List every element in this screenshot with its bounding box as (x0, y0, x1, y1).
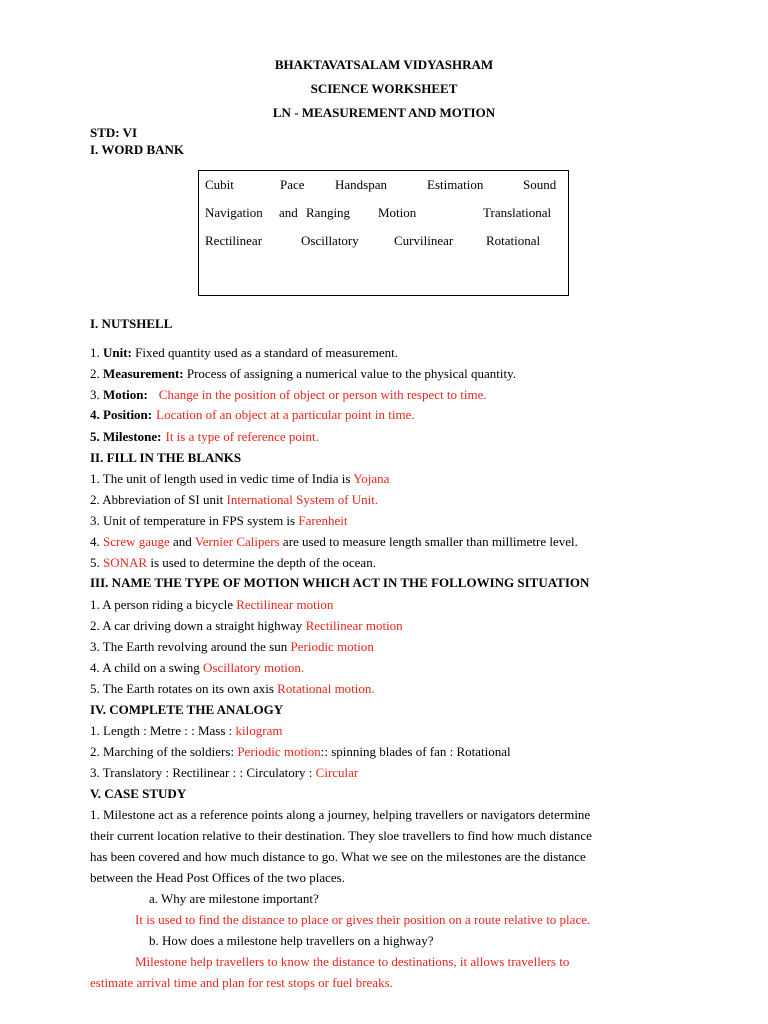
word-bank-item: Curvilinear (394, 233, 454, 248)
case-study-heading: V. CASE STUDY (90, 786, 187, 801)
word-bank-item: Rectilinear (205, 233, 263, 248)
word-bank-item: Translational (483, 205, 552, 220)
word-bank-item: Handspan (335, 177, 387, 192)
word-bank-item: Oscillatory (301, 233, 359, 248)
case-study-question: a. Why are milestone important? (149, 891, 319, 906)
nutshell-item: 2. Measurement: Process of assigning a numerical value to the physical quantity. (90, 366, 517, 381)
word-bank-item: Estimation (427, 177, 484, 192)
analogy-item: 2. Marching of the soldiers: Periodic motion:: spinning blades of fan : Rotational (90, 744, 511, 759)
school-name: BHAKTAVATSALAM VIDYASHRAM (274, 57, 494, 72)
motion-item: 1. A person riding a bicycle Rectilinear motion (90, 597, 334, 612)
word-bank-item: Motion (378, 205, 417, 220)
case-study-answer: It is used to find the distance to place or gives their position on a route relative to place. (135, 912, 591, 927)
nutshell-item: 4. Position: Location of an object at a particular point in time. (90, 407, 415, 422)
case-study-passage-line: 1. Milestone act as a reference points along a journey, helping travellers or navigators determine (90, 807, 591, 822)
word-bank-heading: I. WORD BANK (90, 142, 185, 157)
analogy-item: 1. Length : Metre : : Mass : kilogram (90, 723, 283, 738)
word-bank-item: Navigation (205, 205, 263, 220)
worksheet-title: SCIENCE WORKSHEET (310, 81, 458, 96)
fill-blank-item: 1. The unit of length used in vedic time of India is Yojana (90, 471, 390, 486)
fill-blank-item: 3. Unit of temperature in FPS system is Farenheit (90, 513, 348, 528)
fill-blank-item: 5. SONAR is used to determine the depth of the ocean. (90, 555, 376, 570)
case-study-question: b. How does a milestone help travellers on a highway? (149, 933, 434, 948)
case-study-passage-line: has been covered and how much distance to go. What we see on the milestones are the distance (90, 849, 586, 864)
word-bank-item: Cubit (205, 177, 234, 192)
word-bank-item: Rotational (486, 233, 541, 248)
analogy-heading: IV. COMPLETE THE ANALOGY (90, 702, 284, 717)
analogy-item: 3. Translatory : Rectilinear : : Circulatory : Circular (90, 765, 359, 780)
fill-blank-item: 4. Screw gauge and Vernier Calipers are used to measure length smaller than millimetre level. (90, 534, 578, 549)
motion-types-heading: III. NAME THE TYPE OF MOTION WHICH ACT IN THE FOLLOWING SITUATION (90, 575, 590, 590)
motion-item: 5. The Earth rotates on its own axis Rotational motion. (90, 681, 375, 696)
case-study-answer: Milestone help travellers to know the distance to destinations, it allows travellers to (135, 954, 570, 969)
case-study-passage-line: between the Head Post Offices of the two places. (90, 870, 345, 885)
word-bank-item: Pace (280, 177, 305, 192)
motion-item: 2. A car driving down a straight highway Rectilinear motion (90, 618, 403, 633)
nutshell-heading: I. NUTSHELL (90, 316, 173, 331)
word-bank-item: and (279, 205, 298, 220)
case-study-passage-line: their current location relative to their destination. They sloe travellers to find how much distance (90, 828, 592, 843)
word-bank-item: Sound (523, 177, 557, 192)
std-label: STD: VI (90, 125, 138, 140)
word-bank-box (198, 170, 569, 296)
motion-item: 3. The Earth revolving around the sun Periodic motion (90, 639, 374, 654)
nutshell-item: 5. Milestone: It is a type of reference point. (90, 429, 319, 444)
word-bank-item: Ranging (306, 205, 351, 220)
motion-item: 4. A child on a swing Oscillatory motion. (90, 660, 305, 675)
fill-blanks-heading: II. FILL IN THE BLANKS (90, 450, 242, 465)
nutshell-item: 1. Unit: Fixed quantity used as a standard of measurement. (90, 345, 398, 360)
lesson-title: LN - MEASUREMENT AND MOTION (272, 105, 496, 120)
case-study-answer: estimate arrival time and plan for rest stops or fuel breaks. (90, 975, 393, 990)
fill-blank-item: 2. Abbreviation of SI unit International System of Unit. (90, 492, 379, 507)
nutshell-item: 3. Motion: Change in the position of object or person with respect to time. (90, 387, 487, 402)
